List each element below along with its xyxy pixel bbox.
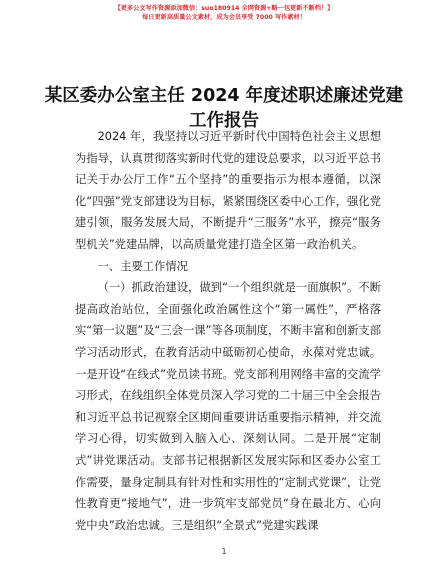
document-body [75,126,381,536]
promo-line-1: 【更多公文写作资源添加微信：suo180914 全网资源+略一包更新不断档！】 [114,5,334,12]
paragraph-political: （一）抓政治建设，做到“一个组织就是一面旗帜”。不断提高政治站位，全面强化政治属性这个“第一属性”，严格落实“第一议题”及“三会一课”等各项制度，不断丰富和创新支部学习活动形式，在教育活动中砥砺初心使命，永葆对党忠诚。一是开设“在线式”党员读书班。党支部利用网络丰富的交流学习形式，在线组织全体党员深入学习党的二十届三中全会报告和习近平总书记视察全区期间重要讲话重要指示精神，并交流学习心得，切实做到入脑入心、深刻认同。二是开展“定制式”讲党课活动。支部书记根据新区发展实际和区委办公室工作需要，量身定制具有针对性和实用性的“定制式党课”，让党性教育更“接地气”，进一步筑牢支部党员“身在最北方、心向党中央”政治忠诚。三是组织“全景式”党建实践课 [75,281,381,532]
paragraph-intro: 2024 年，我坚持以习近平新时代中国特色社会主义思想为指导，认真贯彻落实新时代党的建设总要求，以习近平总书记关于办公厅工作“五个坚持”的重要指示为根本遵循，以深化“四强”党支部建设为目标，紧紧围绕区委中心工作，强化党建引领，服务发展大局，不断提升“三服务”水平，擦亮“服务型机关”党建品牌，以高质量党建打造全区第一政治机关。 [75,130,381,251]
promo-banner [0,4,448,22]
page-number: 1 [221,547,227,556]
document-title: 某区委办公室主任 2024 年度述职述廉述党建工作报告 [44,86,404,131]
section-heading: 一、主要工作情况 [97,259,188,273]
promo-line-2: 每日更新高质量公文素材，成为会员享受 7000 写作素材！ [142,14,306,21]
